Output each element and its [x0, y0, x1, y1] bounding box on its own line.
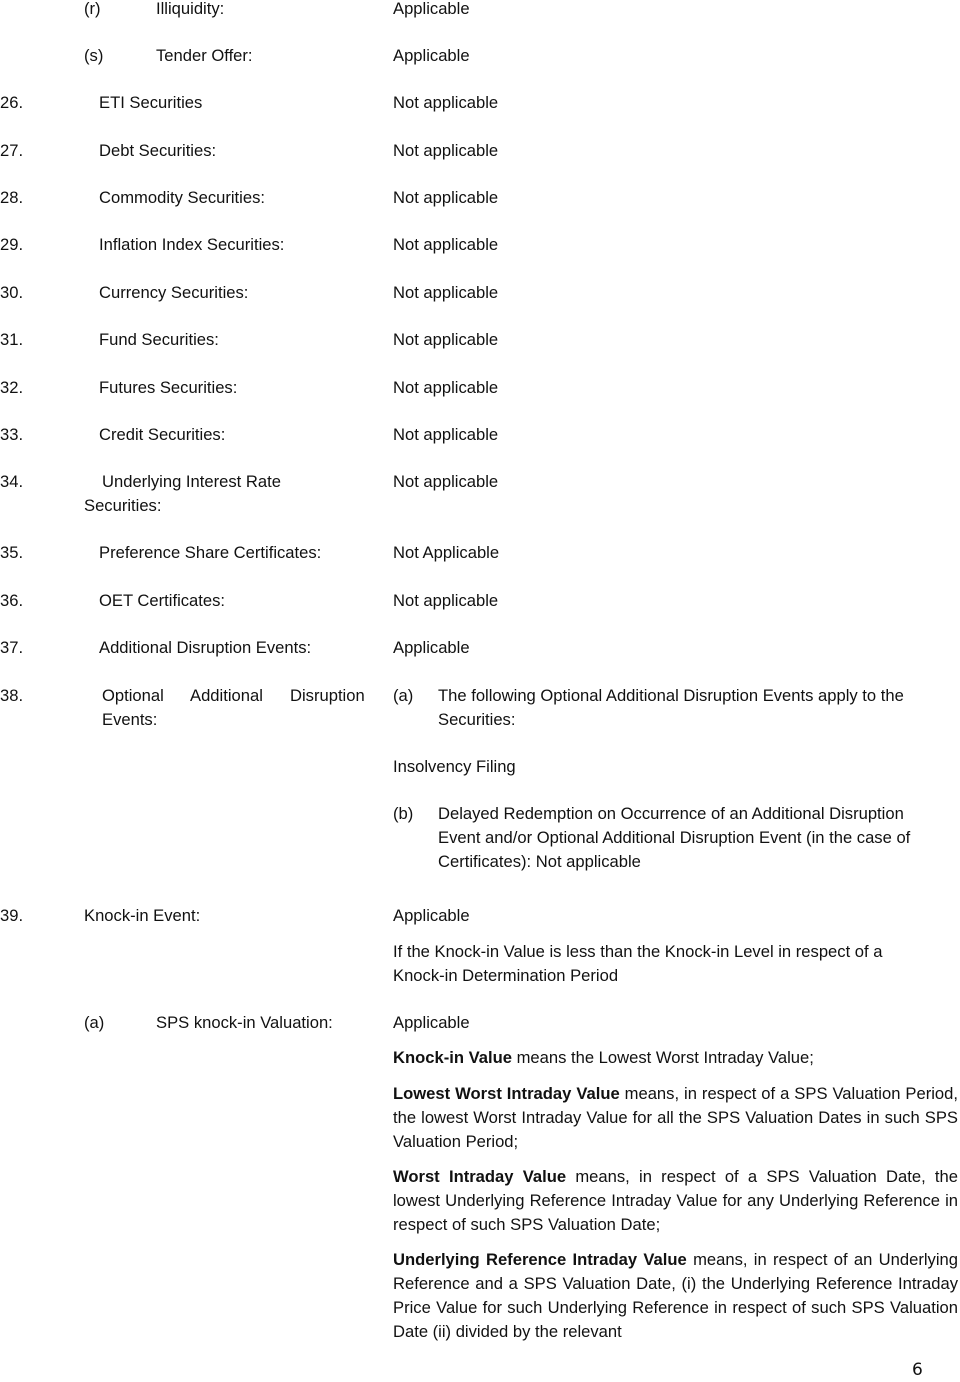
item-value: Not applicable [393, 283, 499, 302]
insolvency-text: Insolvency Filing [393, 757, 516, 776]
item-value: Not applicable [393, 141, 499, 160]
sub-item-marker: (a) [393, 686, 414, 705]
item-number: 35. [0, 543, 24, 562]
item-number: 37. [0, 638, 24, 657]
item-label-line1: Underlying Interest Rate [102, 472, 281, 491]
item-label: Credit Securities: [99, 425, 226, 444]
item-label-word: Disruption [290, 686, 365, 705]
item-label: Preference Share Certificates: [99, 543, 322, 562]
item-label: SPS knock-in Valuation: [156, 1013, 333, 1032]
item-number: 36. [0, 591, 24, 610]
definition-paragraph [393, 1165, 958, 1237]
item-value: Not applicable [393, 235, 499, 254]
item-number: 29. [0, 235, 24, 254]
item-label: Futures Securities: [99, 378, 238, 397]
item-number: 33. [0, 425, 24, 444]
definition-text: means, in respect of a SPS Valuation Period, the lowest Worst Intraday Value for all the SPS Valuation Dates in such SPS Valuation Period; [393, 1084, 958, 1151]
item-value: Not applicable [393, 330, 499, 349]
item-value: Not applicable [393, 425, 499, 444]
sub-item-text: Certificates): Not applicable [438, 852, 641, 871]
item-number: 39. [0, 906, 24, 925]
definition-paragraph [393, 1046, 958, 1070]
page-number: 6 [912, 1360, 923, 1380]
item-number: 26. [0, 93, 24, 112]
definition-term: Worst Intraday Value [393, 1167, 567, 1186]
definition-term: Underlying Reference Intraday Value [393, 1250, 687, 1269]
knock-in-description: If the Knock-in Value is less than the Knock-in Level in respect of a [393, 942, 883, 961]
item-label-line2: Events: [102, 710, 158, 729]
definition-term: Knock-in Value [393, 1048, 512, 1067]
item-label: Knock-in Event: [84, 906, 201, 925]
sub-item-text: Securities: [438, 710, 516, 729]
item-value: Not applicable [393, 472, 499, 491]
knock-in-description: Knock-in Determination Period [393, 966, 619, 985]
item-value: Not applicable [393, 93, 499, 112]
item-label: Additional Disruption Events: [99, 638, 312, 657]
item-label-line2: Securities: [84, 496, 162, 515]
item-number: 32. [0, 378, 24, 397]
item-label-word: Optional [102, 686, 164, 705]
item-number: 30. [0, 283, 24, 302]
item-value: Not applicable [393, 591, 499, 610]
definition-paragraph [393, 1082, 958, 1154]
item-label: Fund Securities: [99, 330, 219, 349]
item-number: 34. [0, 472, 24, 491]
sub-item-text: Event and/or Optional Additional Disruption Event (in the case of [438, 828, 911, 847]
item-label: Tender Offer: [156, 46, 253, 65]
item-number: 38. [0, 686, 24, 705]
item-value: Not applicable [393, 188, 499, 207]
item-label: OET Certificates: [99, 591, 226, 610]
item-value: Applicable [393, 638, 470, 657]
item-value: Applicable [393, 0, 470, 18]
item-label: ETI Securities [99, 93, 203, 112]
item-number: 27. [0, 141, 24, 160]
item-label: Illiquidity: [156, 0, 225, 18]
definition-term: Lowest Worst Intraday Value [393, 1084, 620, 1103]
item-value: Not Applicable [393, 543, 500, 562]
item-number: 28. [0, 188, 24, 207]
item-value: Applicable [393, 1013, 470, 1032]
item-value: Applicable [393, 906, 470, 925]
item-number: 31. [0, 330, 24, 349]
definition-text: means, in respect of a SPS Valuation Date, the lowest Underlying Reference Intraday Value for any Underlying Reference in respect of such SPS Valuation Date; [393, 1167, 959, 1234]
definition-text: means, in respect of an Underlying Reference and a SPS Valuation Date, (i) the Underlying Reference Intraday Price Value for such Underlying Reference in respect of such SPS Valuation Date (ii) divided by the relevant [393, 1250, 959, 1341]
sub-item-text: Delayed Redemption on Occurrence of an Additional Disruption [438, 804, 904, 823]
item-number: (s) [84, 46, 104, 65]
sub-item-marker: (b) [393, 804, 414, 823]
sub-item-text: The following Optional Additional Disruption Events apply to the [438, 686, 904, 705]
item-label: Commodity Securities: [99, 188, 265, 207]
item-value: Applicable [393, 46, 470, 65]
item-number: (r) [84, 0, 101, 18]
item-label: Currency Securities: [99, 283, 249, 302]
sub-item-marker: (a) [84, 1013, 105, 1032]
definition-paragraph [393, 1248, 958, 1344]
item-value: Not applicable [393, 378, 499, 397]
definition-text: means the Lowest Worst Intraday Value; [511, 1048, 814, 1067]
item-label-word: Additional [190, 686, 263, 705]
item-label: Inflation Index Securities: [99, 235, 285, 254]
item-label: Debt Securities: [99, 141, 217, 160]
